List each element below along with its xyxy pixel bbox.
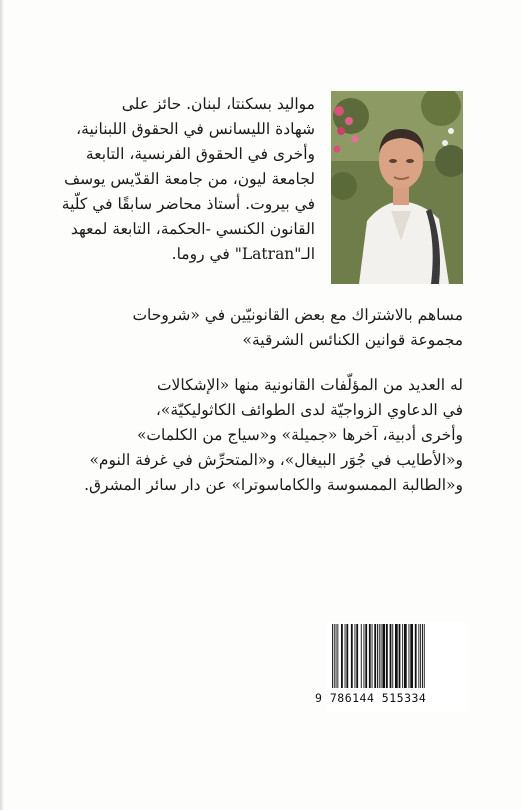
bio-line: القانون الكنسي -الحكمة، التابعة لمعهد [70,220,315,238]
barcode-bars [326,622,467,690]
barcode-bar [377,624,378,688]
barcode-bar [420,624,421,688]
barcode-bar [404,624,407,688]
barcode-bar [409,624,410,688]
barcode-bar [390,624,392,688]
author-photo [331,91,463,284]
barcode-bar [382,624,385,688]
barcode-bar [410,624,413,688]
bio-line: مواليد بسكنتا، لبنان. حائز على [121,95,315,113]
barcode-bar [334,624,335,688]
bio-line: شهادة الليسانس في الحقوق اللبنانية، [76,120,315,138]
barcode-bar [372,624,373,688]
barcode-bar [332,624,333,688]
barcode-bar [374,624,376,688]
barcode-bar [351,624,353,688]
barcode-bar [392,624,393,688]
barcode-bar [356,624,358,688]
barcode-bar [379,624,380,688]
bio-line: الـ"Latran" في روما. [171,245,315,263]
works-line: و«الأطايب في جُوَر البيغال»، و«المتحرِّش في غرفة النوم» [89,451,463,469]
isbn-digits: 9 786144 515334 [315,691,427,705]
barcode-bar [341,624,343,688]
works-line: و«الطالبة الممسوسة والكاماسوترا» عن دار سائر المشرق. [84,476,463,494]
contribution-line: مجموعة قوانين الكنائس الشرقية» [242,331,463,349]
works-line: وأخرى أدبية، آخرها «جميلة» و«سياج من الكلمات» [136,426,463,444]
barcode-bar [399,624,401,688]
contribution-paragraph [58,303,463,353]
barcode-bar [424,624,425,688]
works-line: في الدعاوي الزواجيّة لدى الطوائف الكاثوليكيّة»، [155,401,463,419]
barcode-bar [361,624,362,688]
barcode-bar [345,624,346,688]
barcode-bar [402,624,403,688]
barcode-bar [369,624,371,688]
barcode-bar [346,624,348,688]
barcode-bar [386,624,388,688]
barcode-bar [418,624,419,688]
barcode-bar [337,624,338,688]
barcode-bar [381,624,382,688]
barcode-bar [336,624,337,688]
bio-line: في بيروت. أستاذ محاضر سابقًا في كلّية [61,195,315,213]
barcode-bar [355,624,356,688]
barcode-bar [422,624,423,688]
bio-line: لجامعة ليون، من جامعة القدّيس يوسف [64,170,315,188]
spine-shadow [0,0,4,810]
barcode-bar [364,624,365,688]
bio-line: وأخرى في الحقوق الفرنسية، التابعة [85,145,315,163]
works-paragraph [58,373,463,498]
barcode-bar [395,624,398,688]
contribution-line: مساهم بالاشتراك مع بعض القانونيّين في «شروحات [132,306,463,324]
works-line: له العديد من المؤلّفات القانونية منها «الإشكالات [156,376,463,394]
barcode-bar [415,624,417,688]
author-bio-paragraph [61,92,315,267]
barcode-bar [365,624,367,688]
